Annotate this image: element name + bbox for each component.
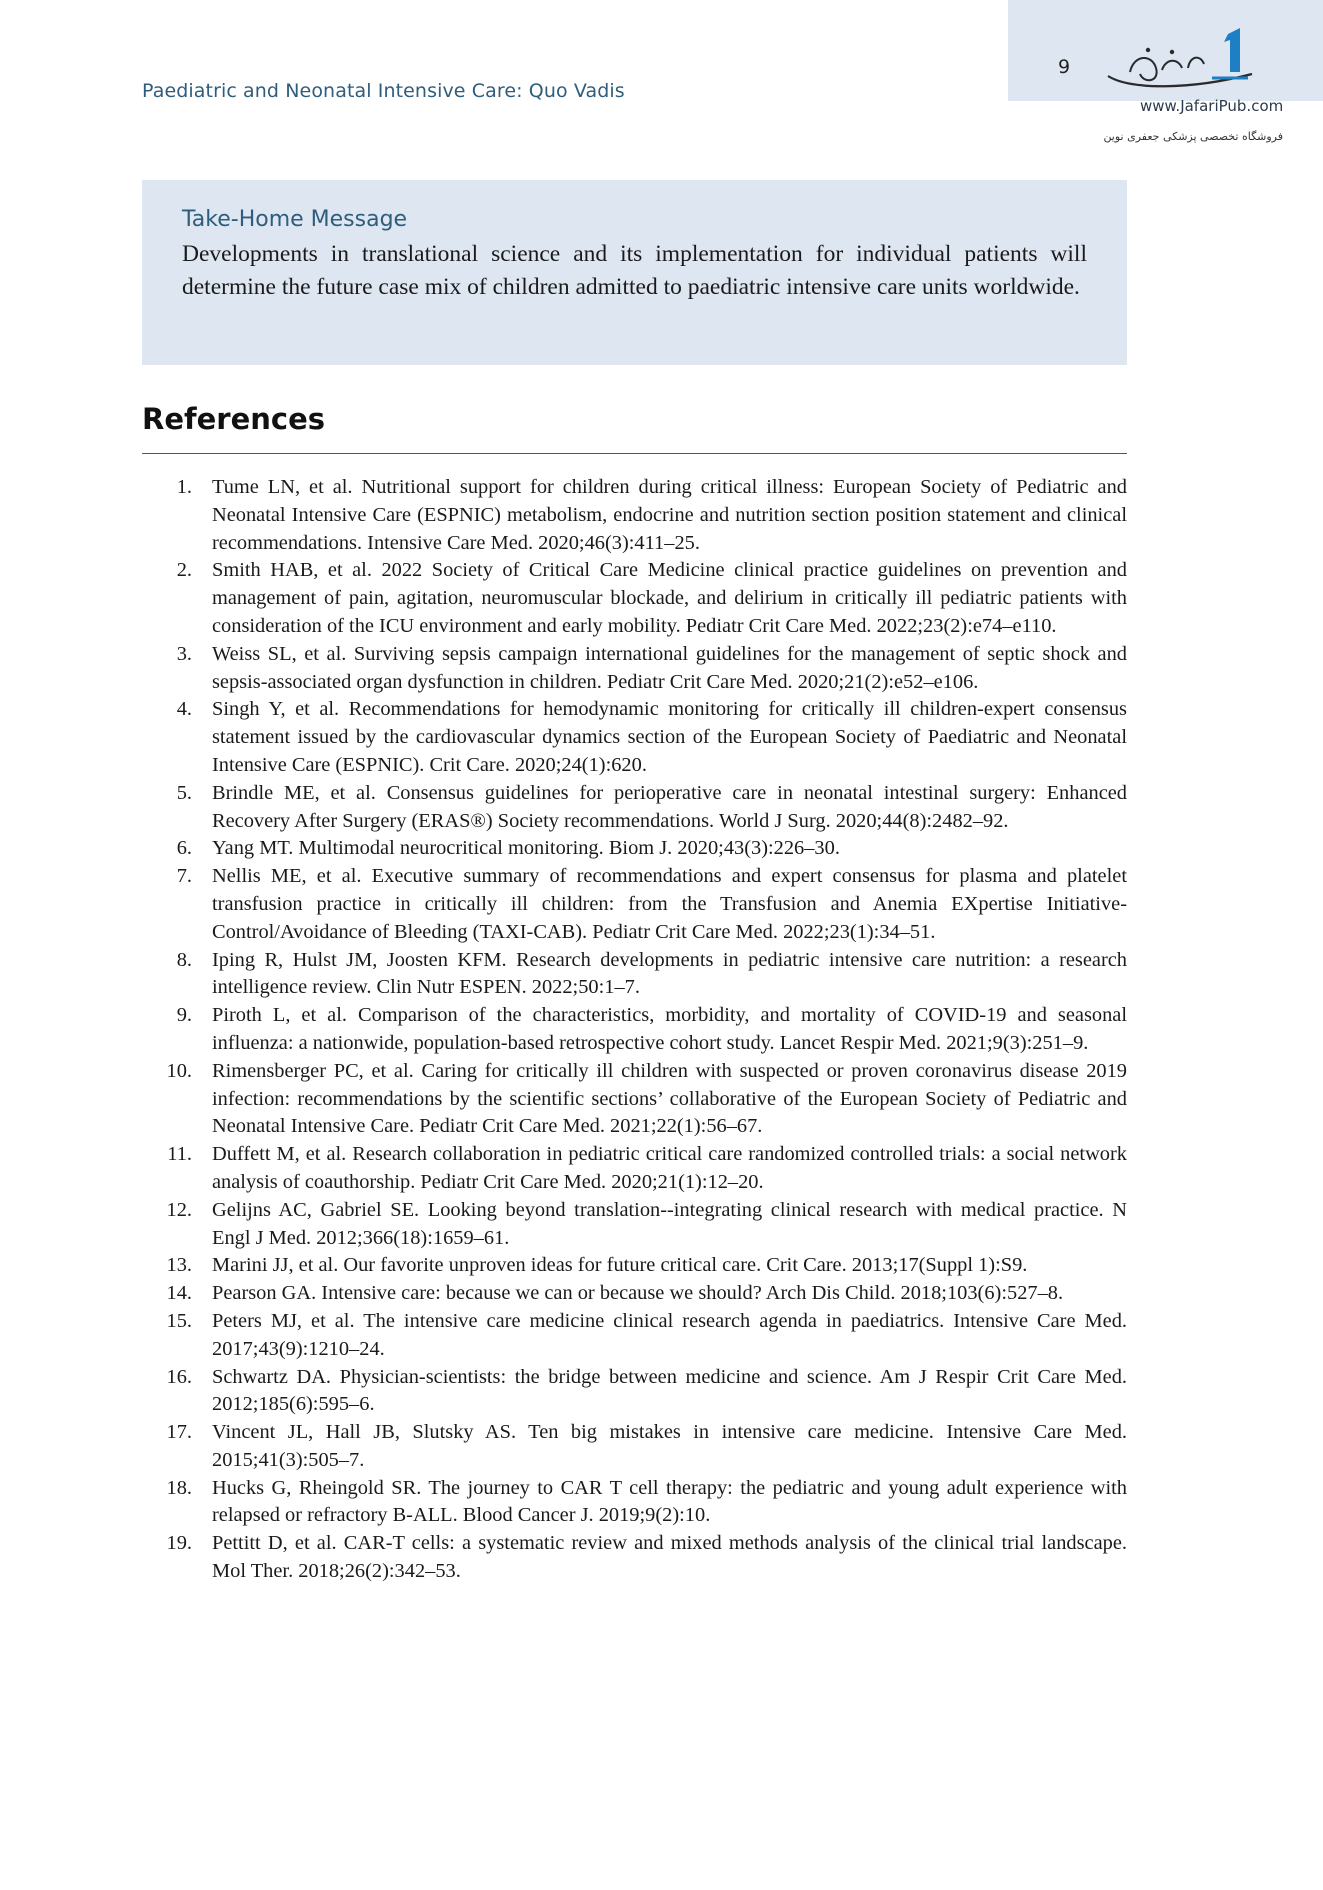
references-heading: References bbox=[142, 402, 326, 436]
reference-number: 12. bbox=[166, 1198, 192, 1221]
reference-item bbox=[142, 1530, 1127, 1586]
reference-item bbox=[142, 1280, 1127, 1308]
reference-number: 17. bbox=[166, 1421, 192, 1444]
reference-number: 4. bbox=[176, 698, 192, 721]
reference-text: Singh Y, et al. Recommendations for hemodynamic monitoring for critically ill children-expert consensus statement issued by the cardiovascular dynamics section of the European Society of Paediatric and Neonatal Intensive Care (ESPNIC). Crit Care. 2020;24(1):620. bbox=[212, 698, 1127, 776]
reference-number: 7. bbox=[176, 865, 192, 888]
reference-text: Yang MT. Multimodal neurocritical monitoring. Biom J. 2020;43(3):226–30. bbox=[212, 837, 840, 860]
reference-item bbox=[142, 696, 1127, 779]
reference-text: Piroth L, et al. Comparison of the characteristics, morbidity, and mortality of COVID-19 and seasonal influenza: a nationwide, population-based retrospective cohort study. Lancet Respir Med. 2021;9(3):251–9. bbox=[212, 1004, 1127, 1054]
reference-number: 16. bbox=[166, 1365, 192, 1388]
reference-text: Pearson GA. Intensive care: because we can or because we should? Arch Dis Child. 2018;103(6):527–8. bbox=[212, 1282, 1064, 1305]
logo-tagline: فروشگاه تخصصی پزشکی جعفری نوین bbox=[1103, 130, 1283, 143]
reference-text: Duffett M, et al. Research collaboration in pediatric critical care randomized controlled trials: a social network analysis of coauthorship. Pediatr Crit Care Med. 2020;21(1):12–20. bbox=[212, 1143, 1127, 1193]
reference-item bbox=[142, 835, 1127, 863]
reference-item bbox=[142, 1197, 1127, 1253]
reference-item bbox=[142, 947, 1127, 1003]
reference-text: Vincent JL, Hall JB, Slutsky AS. Ten big mistakes in intensive care medicine. Intensive Care Med. 2015;41(3):505–7. bbox=[212, 1421, 1127, 1471]
reference-text: Brindle ME, et al. Consensus guidelines for perioperative care in neonatal intestinal surgery: Enhanced Recovery After Surgery (ERAS®) Society recommendations. World J Surg. 2020;44(8):2482–92. bbox=[212, 781, 1127, 832]
reference-list bbox=[142, 474, 1127, 1586]
reference-number: 15. bbox=[166, 1309, 192, 1332]
reference-number: 3. bbox=[176, 642, 192, 665]
reference-item bbox=[142, 1141, 1127, 1197]
take-home-body: Developments in translational science and its implementation for individual patients will determine the future case mix of children admitted to paediatric intensive care units worldwide. bbox=[182, 241, 1087, 300]
reference-number: 19. bbox=[166, 1532, 192, 1555]
reference-text: Weiss SL, et al. Surviving sepsis campaign international guidelines for the management of septic shock and sepsis-associated organ dysfunction in children. Pediatr Crit Care Med. 2020;21(2):e52–e106. bbox=[212, 642, 1127, 693]
reference-number: 10. bbox=[166, 1059, 192, 1082]
reference-text: Pettitt D, et al. CAR-T cells: a systematic review and mixed methods analysis of the clinical trial landscape. Mol Ther. 2018;26(2):342–53. bbox=[212, 1532, 1127, 1583]
running-title: Paediatric and Neonatal Intensive Care: Quo Vadis bbox=[142, 80, 625, 102]
reference-item bbox=[142, 1364, 1127, 1420]
logo-url[interactable]: www.JafariPub.com bbox=[1140, 97, 1284, 115]
reference-text: Gelijns AC, Gabriel SE. Looking beyond translation--integrating clinical research with medical practice. N Engl J Med. 2012;366(18):1659–61. bbox=[212, 1198, 1127, 1249]
reference-item bbox=[142, 780, 1127, 836]
take-home-box bbox=[142, 180, 1127, 365]
reference-text: Tume LN, et al. Nutritional support for children during critical illness: European Society of Pediatric and Neonatal Intensive Care (ESPNIC) metabolism, endocrine and nutrition section position statement and clinical recommendations. Intensive Care Med. 2020;46(3):411–25. bbox=[212, 476, 1127, 554]
reference-item bbox=[142, 1308, 1127, 1364]
reference-text: Hucks G, Rheingold SR. The journey to CAR T cell therapy: the pediatric and young adult experience with relapsed or refractory B-ALL. Blood Cancer J. 2019;9(2):10. bbox=[212, 1476, 1127, 1527]
reference-item bbox=[142, 1002, 1127, 1058]
reference-item bbox=[142, 641, 1127, 697]
reference-item bbox=[142, 863, 1127, 946]
reference-item bbox=[142, 1058, 1127, 1141]
reference-text: Iping R, Hulst JM, Joosten KFM. Research developments in pediatric intensive care nutrition: a research intelligence review. Clin Nutr ESPEN. 2022;50:1–7. bbox=[212, 948, 1127, 999]
reference-number: 6. bbox=[176, 837, 192, 860]
reference-number: 1. bbox=[176, 476, 192, 498]
reference-item bbox=[142, 474, 1127, 557]
reference-text: Marini JJ, et al. Our favorite unproven ideas for future critical care. Crit Care. 2013;17(Suppl 1):S9. bbox=[212, 1254, 1028, 1277]
reference-text: Peters MJ, et al. The intensive care medicine clinical research agenda in paediatrics. Intensive Care Med. 2017;43(9):1210–24. bbox=[212, 1309, 1127, 1360]
reference-text: Rimensberger PC, et al. Caring for critically ill children with suspected or proven coronavirus disease 2019 infection: recommendations by the scientific sections’ collaborative of the European Society of Pediatric and Neonatal Intensive Care. Pediatr Crit Care Med. 2021;22(1):56–67. bbox=[212, 1059, 1127, 1138]
reference-item bbox=[142, 1419, 1127, 1475]
reference-text: Smith HAB, et al. 2022 Society of Critical Care Medicine clinical practice guidelines on prevention and management of pain, agitation, neuromuscular blockade, and delirium in critically ill pediatric patients with consideration of the ICU environment and early mobility. Pediatr Crit Care Med. 2022;23(2):e74–e110. bbox=[212, 559, 1127, 637]
reference-number: 14. bbox=[166, 1282, 192, 1305]
reference-item bbox=[142, 557, 1127, 640]
page-number: 9 bbox=[1058, 56, 1071, 78]
references-divider bbox=[142, 453, 1127, 454]
reference-number: 5. bbox=[176, 781, 192, 804]
reference-number: 8. bbox=[176, 948, 192, 971]
reference-item bbox=[142, 1475, 1127, 1531]
reference-number: 18. bbox=[166, 1476, 192, 1499]
reference-number: 13. bbox=[166, 1254, 192, 1277]
reference-number: 2. bbox=[176, 559, 192, 582]
take-home-title: Take-Home Message bbox=[182, 207, 408, 232]
reference-text: Schwartz DA. Physician-scientists: the bridge between medicine and science. Am J Respir Crit Care Med. 2012;185(6):595–6. bbox=[212, 1365, 1127, 1416]
reference-text: Nellis ME, et al. Executive summary of recommendations and expert consensus for plasma and platelet transfusion practice in critically ill children: from the Transfusion and Anemia EXpertise Initiative-Control/Avoidance of Bleeding (TAXI-CAB). Pediatr Crit Care Med. 2022;23(1):34–51. bbox=[212, 865, 1127, 943]
reference-number: 11. bbox=[167, 1143, 192, 1166]
reference-item bbox=[142, 1252, 1127, 1280]
reference-number: 9. bbox=[176, 1004, 192, 1027]
